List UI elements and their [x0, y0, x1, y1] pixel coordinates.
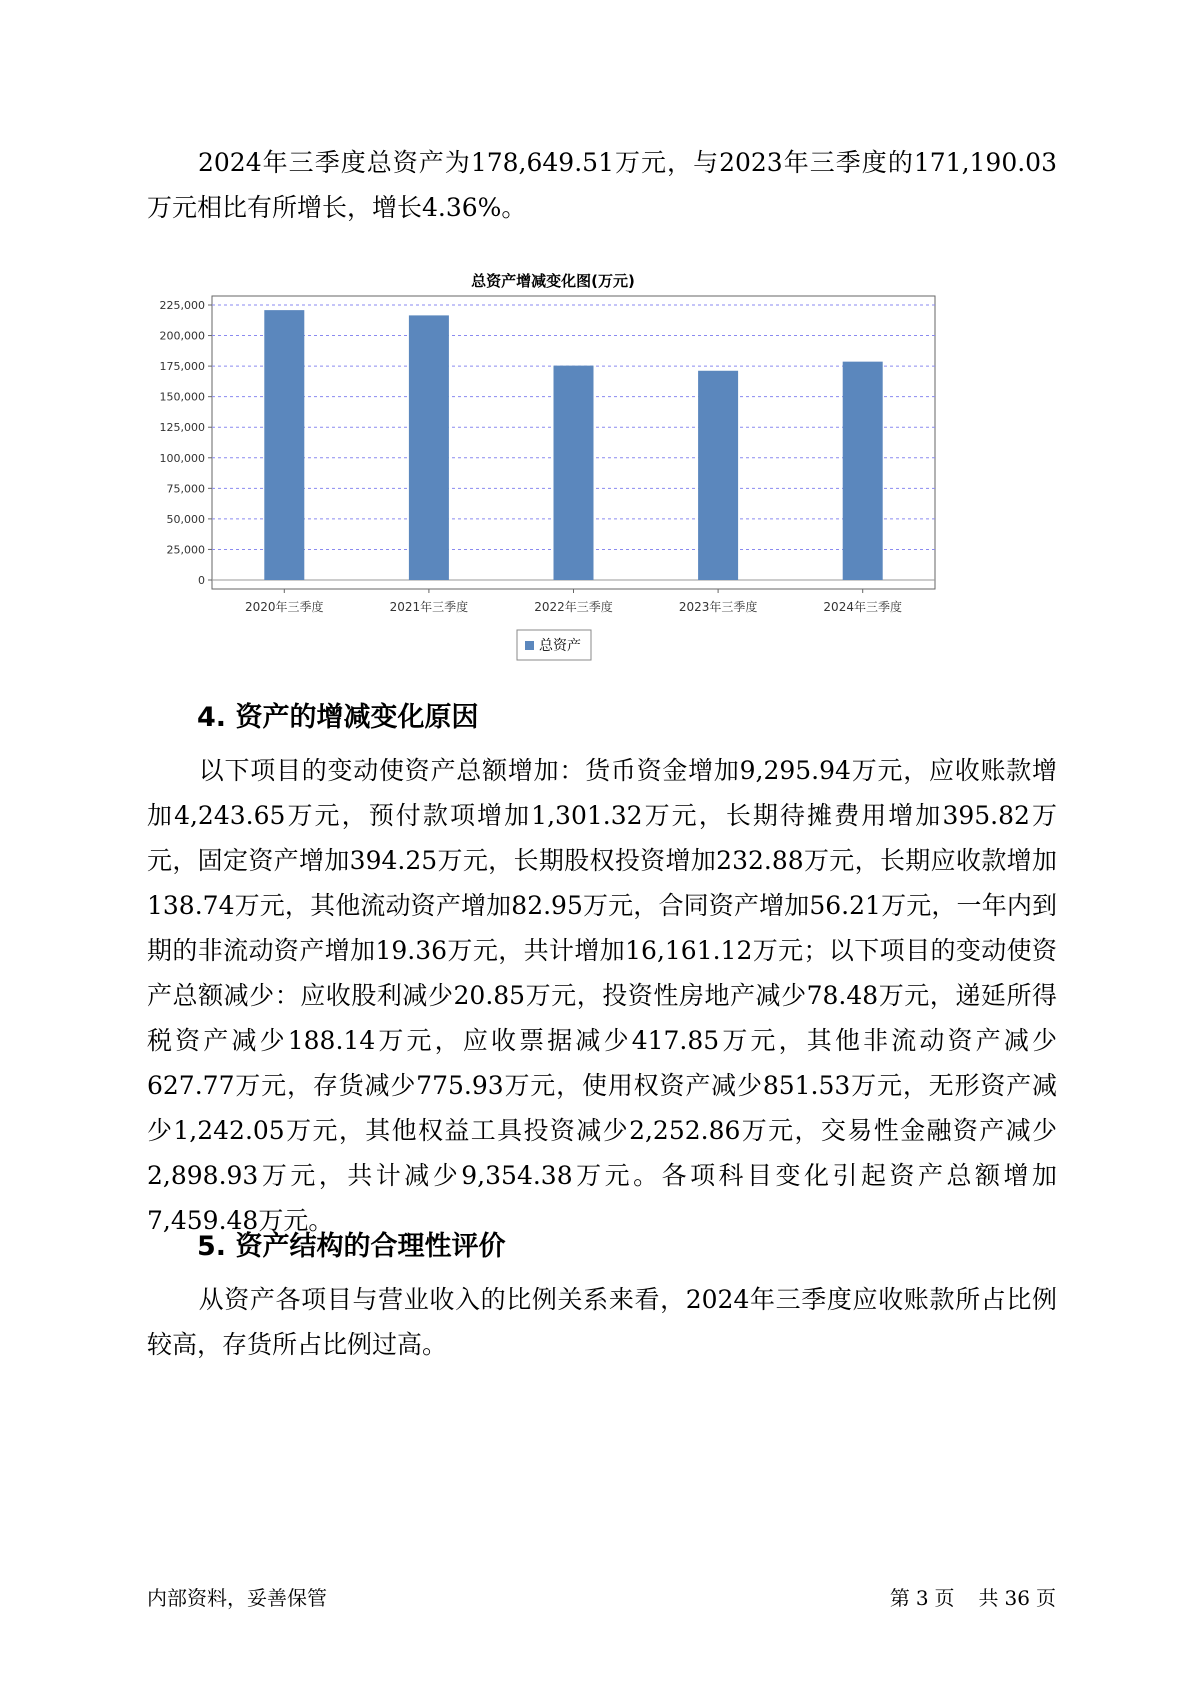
bar — [698, 371, 738, 580]
section-5-heading: 5. 资产结构的合理性评价 — [197, 1231, 506, 1262]
y-axis-ticks — [160, 299, 213, 587]
y-tick-label: 150,000 — [159, 390, 205, 404]
total-assets-bar-chart — [147, 270, 947, 670]
intro-paragraph — [147, 140, 1057, 230]
page-suffix: 页 — [934, 1586, 955, 1610]
bar — [264, 310, 304, 580]
total-suffix: 页 — [1036, 1586, 1056, 1610]
total-pages: 36 — [1004, 1586, 1030, 1610]
footer-confidential-note: 内部资料，妥善保管 — [147, 1586, 327, 1610]
y-tick-label: 50,000 — [166, 512, 205, 526]
bar — [843, 362, 883, 580]
page-prefix: 第 — [889, 1586, 910, 1610]
bar — [409, 315, 449, 580]
legend-label: 总资产 — [539, 638, 581, 654]
section-5-text: 从资产各项目与营业收入的比例关系来看，2024年三季度应收账款所占比例较高，存货所占比例过高。 — [147, 1285, 1057, 1359]
chart-legend — [517, 630, 591, 660]
y-tick-label: 175,000 — [159, 360, 205, 374]
footer-page-info — [884, 1582, 1056, 1611]
legend-swatch — [525, 641, 534, 650]
bar — [554, 366, 594, 580]
x-tick-label: 2022年三季度 — [534, 600, 613, 614]
x-tick-label: 2023年三季度 — [678, 600, 758, 614]
y-tick-label: 125,000 — [159, 421, 205, 435]
page-number: 3 — [915, 1586, 929, 1610]
y-tick-label: 75,000 — [166, 482, 205, 496]
x-tick-label: 2021年三季度 — [389, 600, 469, 614]
section-4-text: 以下项目的变动使资产总额增加：货币资金增加9,295.94万元，应收账款增加4,243.65万元，预付款项增加1,301.32万元，长期待摊费用增加395.82万元，固定资产增加394.25万元，长期股权投资增加232.88万元，长期应收款增加138.74万元，其他流动资产增加82.95万元，合同资产增加56.21万元，一年内到期的非流动资产增加19.36万元，共计增加16,161.12万元；以下项目的变动使资产总额减少：应收股利减少20.85万元，投资性房地产减少78.48万元，递延所得税资产减少188.14万元，应收票据减少417.85万元，其他非流动资产减少627.77万元，存货减少775.93万元，使用权资产减少851.53万元，无形资产减少1,242.05万元，其他权益工具投资减少2,252.86万元，交易性金融资产减少2,898.93万元，共计减少9,354.38万元。各项科目变化引起资产总额增加7,459.48万元。 — [147, 756, 1057, 1235]
section-4-paragraph — [147, 748, 1057, 1243]
section-5-paragraph — [147, 1277, 1057, 1367]
y-tick-label: 225,000 — [159, 299, 205, 312]
x-axis-ticks — [245, 589, 902, 614]
total-prefix: 共 — [978, 1586, 999, 1610]
y-tick-label: 0 — [198, 574, 205, 587]
x-tick-label: 2020年三季度 — [245, 600, 324, 614]
x-tick-label: 2024年三季度 — [823, 600, 902, 614]
chart-title: 总资产增减变化图(万元) — [471, 272, 635, 290]
y-tick-label: 25,000 — [166, 543, 205, 557]
intro-text: 2024年三季度总资产为178,649.51万元，与2023年三季度的171,190.03万元相比有所增长，增长4.36%。 — [147, 148, 1057, 222]
y-tick-label: 100,000 — [159, 451, 205, 465]
section-4-heading: 4. 资产的增减变化原因 — [197, 702, 479, 733]
y-tick-label: 200,000 — [159, 329, 205, 343]
